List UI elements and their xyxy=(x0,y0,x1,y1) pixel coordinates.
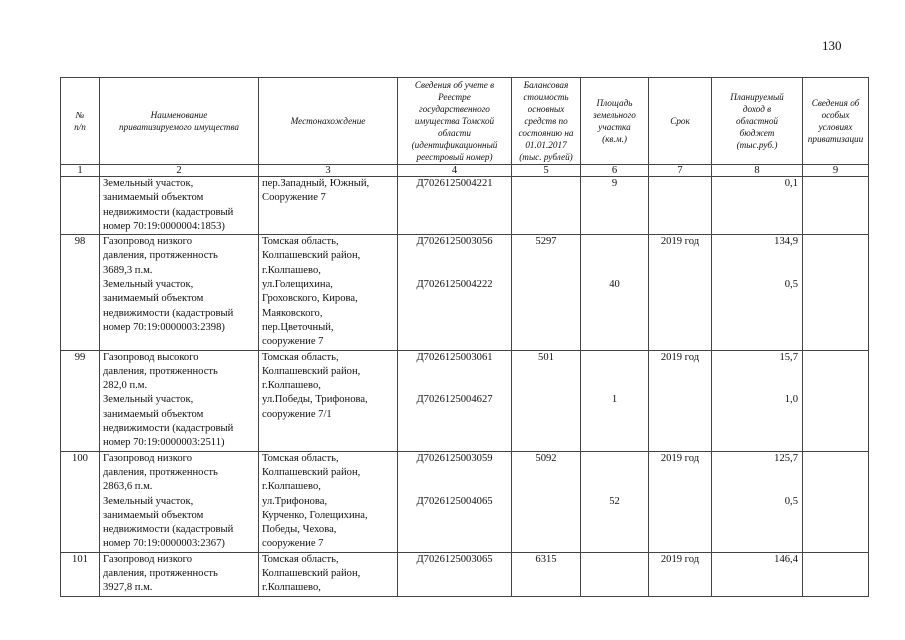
property-location: Томская область, Колпашевский район, г.Колпашево, ул.Голещихина, Гроховского, Кирова, Маяковского, пер.Цветочный, сооружение 7 xyxy=(259,235,398,350)
planned-income-1: 134,9 xyxy=(774,236,798,248)
balance-value: 5092 xyxy=(512,451,581,552)
registry-number-1: Д7026125003065 xyxy=(416,553,493,565)
registry-number-1: Д7026125004221 xyxy=(416,178,493,189)
planned-income-2: 0,5 xyxy=(784,279,798,291)
planned-income xyxy=(712,177,803,235)
header-number: № п/п xyxy=(61,78,100,165)
row-number: 99 xyxy=(61,350,100,451)
registry-number-2: Д7026125004222 xyxy=(416,279,493,291)
header-location: Местонахождение xyxy=(259,78,398,165)
table-row xyxy=(61,451,869,552)
column-number: 6 xyxy=(581,165,649,177)
header-conditions: Сведения об особых условиях приватизации xyxy=(803,78,869,165)
special-conditions xyxy=(803,350,869,451)
property-name-1: Газопровод низкого давления, протяженность 3689,3 п.м. xyxy=(103,236,218,276)
registry-number-2: Д7026125004627 xyxy=(416,394,493,406)
column-number: 3 xyxy=(259,165,398,177)
property-name-1: Газопровод низкого давления, протяженность 3927,8 п.м. xyxy=(103,553,218,594)
land-area-2: 40 xyxy=(609,279,620,291)
registry-number xyxy=(398,350,512,451)
balance-value: 501 xyxy=(512,350,581,451)
property-location: Томская область, Колпашевский район, г.Колпашево, ул.Победы, Трифонова, сооружение 7/1 xyxy=(259,350,398,451)
table-row xyxy=(61,177,869,235)
property-name xyxy=(100,350,259,451)
land-area-2: 1 xyxy=(611,394,618,406)
balance-value: 5297 xyxy=(512,235,581,350)
property-location: пер.Западный, Южный, Сооружение 7 xyxy=(259,177,398,235)
property-name xyxy=(100,177,259,235)
planned-income xyxy=(712,451,803,552)
table-row xyxy=(61,552,869,596)
planned-income-2: 0,5 xyxy=(784,495,798,507)
column-number: 1 xyxy=(61,165,100,177)
property-name xyxy=(100,235,259,350)
registry-number xyxy=(398,235,512,350)
page-number: 130 xyxy=(822,38,842,53)
header-registry: Сведения об учете в Реестре государственного имущества Томской области (идентификационный реестровый номер) xyxy=(398,78,512,165)
registry-number-1: Д7026125003061 xyxy=(416,351,493,363)
column-number: 4 xyxy=(398,165,512,177)
registry-number-1: Д7026125003059 xyxy=(416,452,493,464)
header-name: Наименование приватизируемого имущества xyxy=(100,78,259,165)
property-name-2: Земельный участок, занимаемый объектом недвижимости (кадастровый номер 70:19:0000003:2367) xyxy=(103,495,234,550)
special-conditions xyxy=(803,177,869,235)
term: 2019 год xyxy=(649,451,712,552)
header-term: Срок xyxy=(649,78,712,165)
property-name-2: Земельный участок, занимаемый объектом недвижимости (кадастровый номер 70:19:0000003:2398) xyxy=(103,279,234,333)
land-area-2: 52 xyxy=(609,495,620,507)
header-balance: Балансовая стоимость основных средств по состоянию на 01.01.2017 (тыс. рублей) xyxy=(512,78,581,165)
header-row xyxy=(61,78,869,165)
column-number: 2 xyxy=(100,165,259,177)
term: 2019 год xyxy=(649,235,712,350)
row-number: 100 xyxy=(61,451,100,552)
special-conditions xyxy=(803,552,869,596)
land-area xyxy=(581,350,649,451)
property-name-1: Газопровод низкого давления, протяженность 2863,6 п.м. xyxy=(103,452,218,493)
property-name xyxy=(100,552,259,596)
balance-value xyxy=(512,177,581,235)
privatization-table xyxy=(60,77,869,597)
term xyxy=(649,177,712,235)
land-area-1: 9 xyxy=(611,178,618,189)
land-area xyxy=(581,177,649,235)
column-number: 8 xyxy=(712,165,803,177)
row-number: 98 xyxy=(61,235,100,350)
land-area xyxy=(581,552,649,596)
column-number: 5 xyxy=(512,165,581,177)
property-name-1: Газопровод высокого давления, протяженность 282,0 п.м. xyxy=(103,351,218,392)
registry-number xyxy=(398,552,512,596)
column-number-row xyxy=(61,165,869,177)
property-location: Томская область, Колпашевский район, г.Колпашево, xyxy=(259,552,398,596)
property-name-1: Земельный участок, занимаемый объектом недвижимости (кадастровый номер 70:19:0000004:1853) xyxy=(103,178,234,232)
registry-number-1: Д7026125003056 xyxy=(416,236,493,248)
term: 2019 год xyxy=(649,350,712,451)
header-income: Планируемый доход в областной бюджет (тыс.руб.) xyxy=(712,78,803,165)
planned-income-2: 1,0 xyxy=(784,394,798,406)
registry-number xyxy=(398,177,512,235)
planned-income-1: 125,7 xyxy=(774,452,798,464)
planned-income xyxy=(712,350,803,451)
registry-number-2: Д7026125004065 xyxy=(416,495,493,507)
special-conditions xyxy=(803,235,869,350)
row-number: 101 xyxy=(61,552,100,596)
table-row xyxy=(61,350,869,451)
term: 2019 год xyxy=(649,552,712,596)
land-area xyxy=(581,235,649,350)
planned-income-1: 15,7 xyxy=(779,351,798,363)
column-number: 7 xyxy=(649,165,712,177)
property-name-2: Земельный участок, занимаемый объектом недвижимости (кадастровый номер 70:19:0000003:2511) xyxy=(103,394,234,449)
row-number xyxy=(61,177,100,235)
balance-value: 6315 xyxy=(512,552,581,596)
table-row xyxy=(61,235,869,350)
land-area xyxy=(581,451,649,552)
planned-income-1: 0,1 xyxy=(784,178,798,189)
property-name xyxy=(100,451,259,552)
planned-income xyxy=(712,235,803,350)
planned-income xyxy=(712,552,803,596)
column-number: 9 xyxy=(803,165,869,177)
special-conditions xyxy=(803,451,869,552)
planned-income-1: 146,4 xyxy=(774,553,798,565)
registry-number xyxy=(398,451,512,552)
property-location: Томская область, Колпашевский район, г.Колпашево, ул.Трифонова, Курченко, Голещихина, Победы, Чехова, сооружение 7 xyxy=(259,451,398,552)
header-area: Площадь земельного участка (кв.м.) xyxy=(581,78,649,165)
